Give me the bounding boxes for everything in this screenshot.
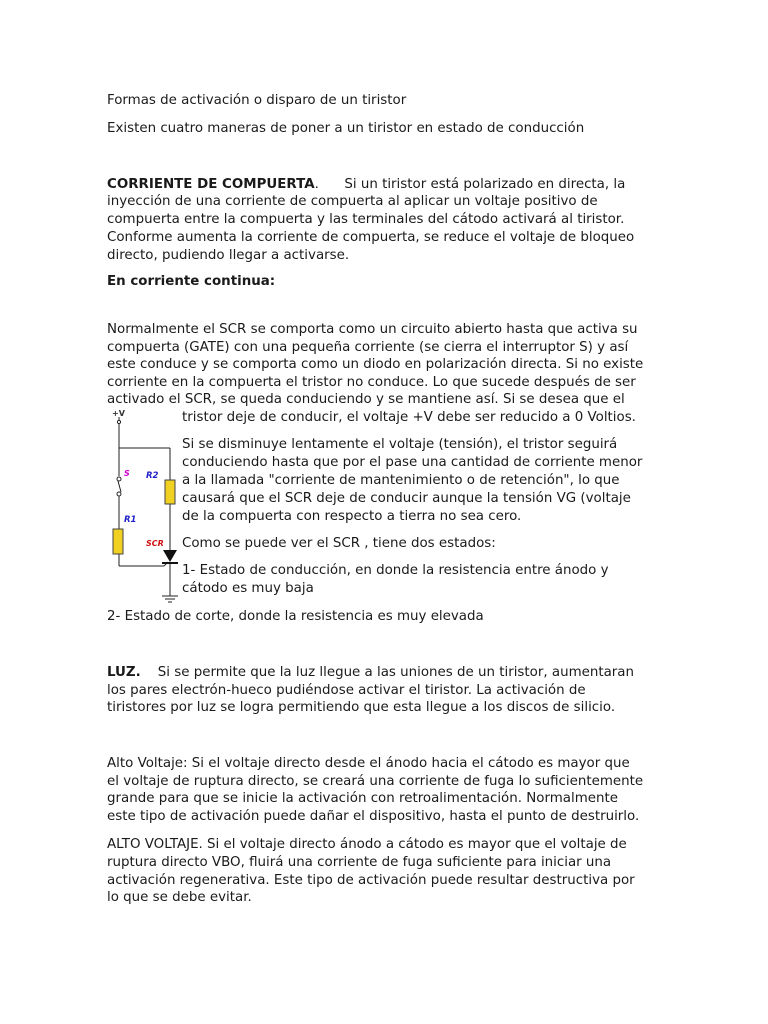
compuerta-line: directo, pudiendo llegar a activarse.: [107, 248, 350, 263]
luz-line: los pares electrón-hueco pudiéndose activar el tiristor. La activación de: [107, 683, 586, 698]
alto1-line: grande para que se inicie la activación con retroalimentación. Normalmente: [107, 791, 618, 806]
switch-contact-bottom: [117, 492, 121, 496]
state-1-line: cátodo es muy baja: [182, 581, 314, 596]
compuerta-line: Conforme aumenta la corriente de compuerta, se reduce el voltaje de bloqueo: [107, 230, 635, 245]
r1-label: R1: [124, 515, 137, 525]
dc-line: este conduce y se comporta como un diodo en polarización directa. Si no existe: [107, 357, 644, 372]
scr-triangle: [163, 550, 177, 562]
compuerta-heading: CORRIENTE DE COMPUERTA: [107, 177, 315, 192]
dc-line: activado el SCR, se queda conduciendo y se mantiene así. Si se desea que el: [107, 392, 625, 407]
dc-heading: En corriente continua:: [107, 274, 276, 289]
supply-terminal: [117, 420, 120, 423]
alto2-line: activación regenerativa. Este tipo de activación puede resultar destructiva por: [107, 873, 635, 888]
document-title: Formas de activación o disparo de un tiristor: [107, 93, 407, 108]
alto1-line: este tipo de activación puede dañar el dispositivo, hasta el punto de destruirlo.: [107, 809, 640, 824]
dc-line: Normalmente el SCR se comporta como un circuito abierto hasta que activa su: [107, 322, 638, 337]
dc-para2-line: Si se disminuye lentamente el voltaje (tensión), el tristor seguirá: [182, 437, 618, 452]
compuerta-text: Si un tiristor está polarizado en directa, la: [344, 177, 626, 192]
r2-label: R2: [146, 471, 159, 481]
alto2-line: ALTO VOLTAJE. Si el voltaje directo ánodo a cátodo es mayor que el voltaje de: [107, 837, 627, 852]
luz-text: Si se permite que la luz llegue a las uniones de un tiristor, aumentaran: [157, 665, 634, 680]
scr-circuit-diagram: [108, 404, 183, 608]
scr-label: SCR: [146, 539, 164, 548]
dc-para2-line: causará que el SCR deje de conducir aunque la tensión VG (voltaje: [182, 491, 631, 506]
intro-text: Existen cuatro maneras de poner a un tiristor en estado de conducción: [107, 121, 585, 136]
dc-line: tristor deje de conducir, el voltaje +V debe ser reducido a 0 Voltios.: [182, 410, 636, 425]
dc-line: compuerta (GATE) con una pequeña corriente (se cierra el interruptor S) y así: [107, 340, 629, 355]
alto2-line: ruptura directo VBO, fluirá una corriente de fuga suficiente para iniciar una: [107, 855, 612, 870]
dc-para3: Como se puede ver el SCR , tiene dos estados:: [182, 536, 496, 551]
r1-resistor: [113, 529, 123, 554]
compuerta-line: compuerta entre la compuerta y las terminales del cátodo activará al tiristor.: [107, 212, 625, 227]
supply-label: +V: [112, 409, 125, 418]
switch-lever: [118, 481, 121, 492]
state-1-line: 1- Estado de conducción, en donde la resistencia entre ánodo y: [182, 563, 609, 578]
dc-line: corriente en la compuerta el tristor no conduce. Lo que sucede después de ser: [107, 375, 636, 390]
r2-resistor: [165, 480, 175, 504]
switch-contact-top: [117, 477, 121, 481]
compuerta-line: inyección de una corriente de compuerta al aplicar un voltaje positivo de: [107, 194, 598, 209]
state-2: 2- Estado de corte, donde la resistencia es muy elevada: [107, 609, 484, 624]
alto1-line: el voltaje de ruptura directo, se creará una corriente de fuga lo suficientemente: [107, 774, 644, 789]
luz-line-1: [107, 664, 634, 682]
alto1-line: Alto Voltaje: Si el voltaje directo desde el ánodo hacia el cátodo es mayor que: [107, 756, 630, 771]
luz-heading: LUZ.: [107, 665, 141, 680]
luz-line: tiristores por luz se logra permitiendo que esta llegue a los discos de silicio.: [107, 700, 616, 715]
dc-para2-line: conduciendo hasta que por el pase una cantidad de corriente menor: [182, 455, 643, 470]
alto2-line: lo que se debe evitar.: [107, 890, 252, 905]
compuerta-line-1: CORRIENTE DE COMPUERTA. Si un tiristor está polarizado en directa, la: [107, 177, 626, 192]
dc-para2-line: de la compuerta con respecto a tierra no sea cero.: [182, 509, 522, 524]
switch-label: S: [124, 469, 130, 478]
ground-symbol: [162, 596, 178, 602]
dc-para2-line: a la llamada "corriente de mantenimiento o de retención", lo que: [182, 473, 620, 488]
